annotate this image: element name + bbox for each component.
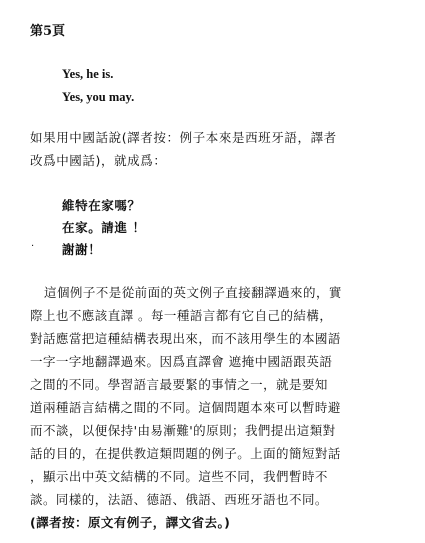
paragraph-line: 對話應當把這種結構表現出來，而不該用學生的本國語 bbox=[30, 331, 341, 346]
paragraph-line: 這個例子不是從前面的英文例子直接翻譯過來的，實 bbox=[44, 285, 342, 300]
intro-line: 如果用中國話說(譯者按：例子本來是西班牙語，譯者 bbox=[30, 130, 337, 145]
paragraph-line: 之間的不同。學習語言最要緊的事情之一，就是要知 bbox=[30, 377, 328, 392]
dialog-line: 維特在家嗎？ bbox=[62, 198, 141, 213]
intro-line: 改爲中國話)，就成爲： bbox=[30, 153, 167, 168]
english-example-2: Yes, you may. bbox=[62, 90, 135, 104]
dialog-line: 在家。請進 ！ bbox=[62, 220, 146, 235]
translator-note: (譯者按：原文有例子，譯文省去。) bbox=[30, 515, 231, 530]
paragraph-line: 而不談，以便保持'由易漸難'的原則；我們提出這類對 bbox=[30, 423, 336, 438]
paragraph-line: 談。同樣的，法語、德語、俄語、西班牙語也不同。 bbox=[30, 492, 328, 507]
bullet-mark: · bbox=[31, 241, 35, 252]
paragraph-line: 道兩種語言結構之間的不同。這個問題本來可以暫時避 bbox=[30, 400, 341, 415]
page-number: 第5頁 bbox=[30, 24, 66, 39]
paragraph-line: 話的目的，在提供教這類問題的例子。上面的簡短對話 bbox=[30, 446, 341, 461]
paragraph-line: 一字一字地翻譯過來。因爲直譯會 遮掩中國語跟英語 bbox=[30, 354, 333, 369]
paragraph-line: 際上也不應該直譯 。每一種語言都有它自己的結構， bbox=[30, 308, 333, 323]
paragraph-line: ，顯示出中英文結構的不同。這些不同，我們暫時不 bbox=[30, 469, 328, 484]
dialog-line: 謝謝！ bbox=[62, 242, 102, 257]
english-example-1: Yes, he is. bbox=[62, 67, 114, 81]
